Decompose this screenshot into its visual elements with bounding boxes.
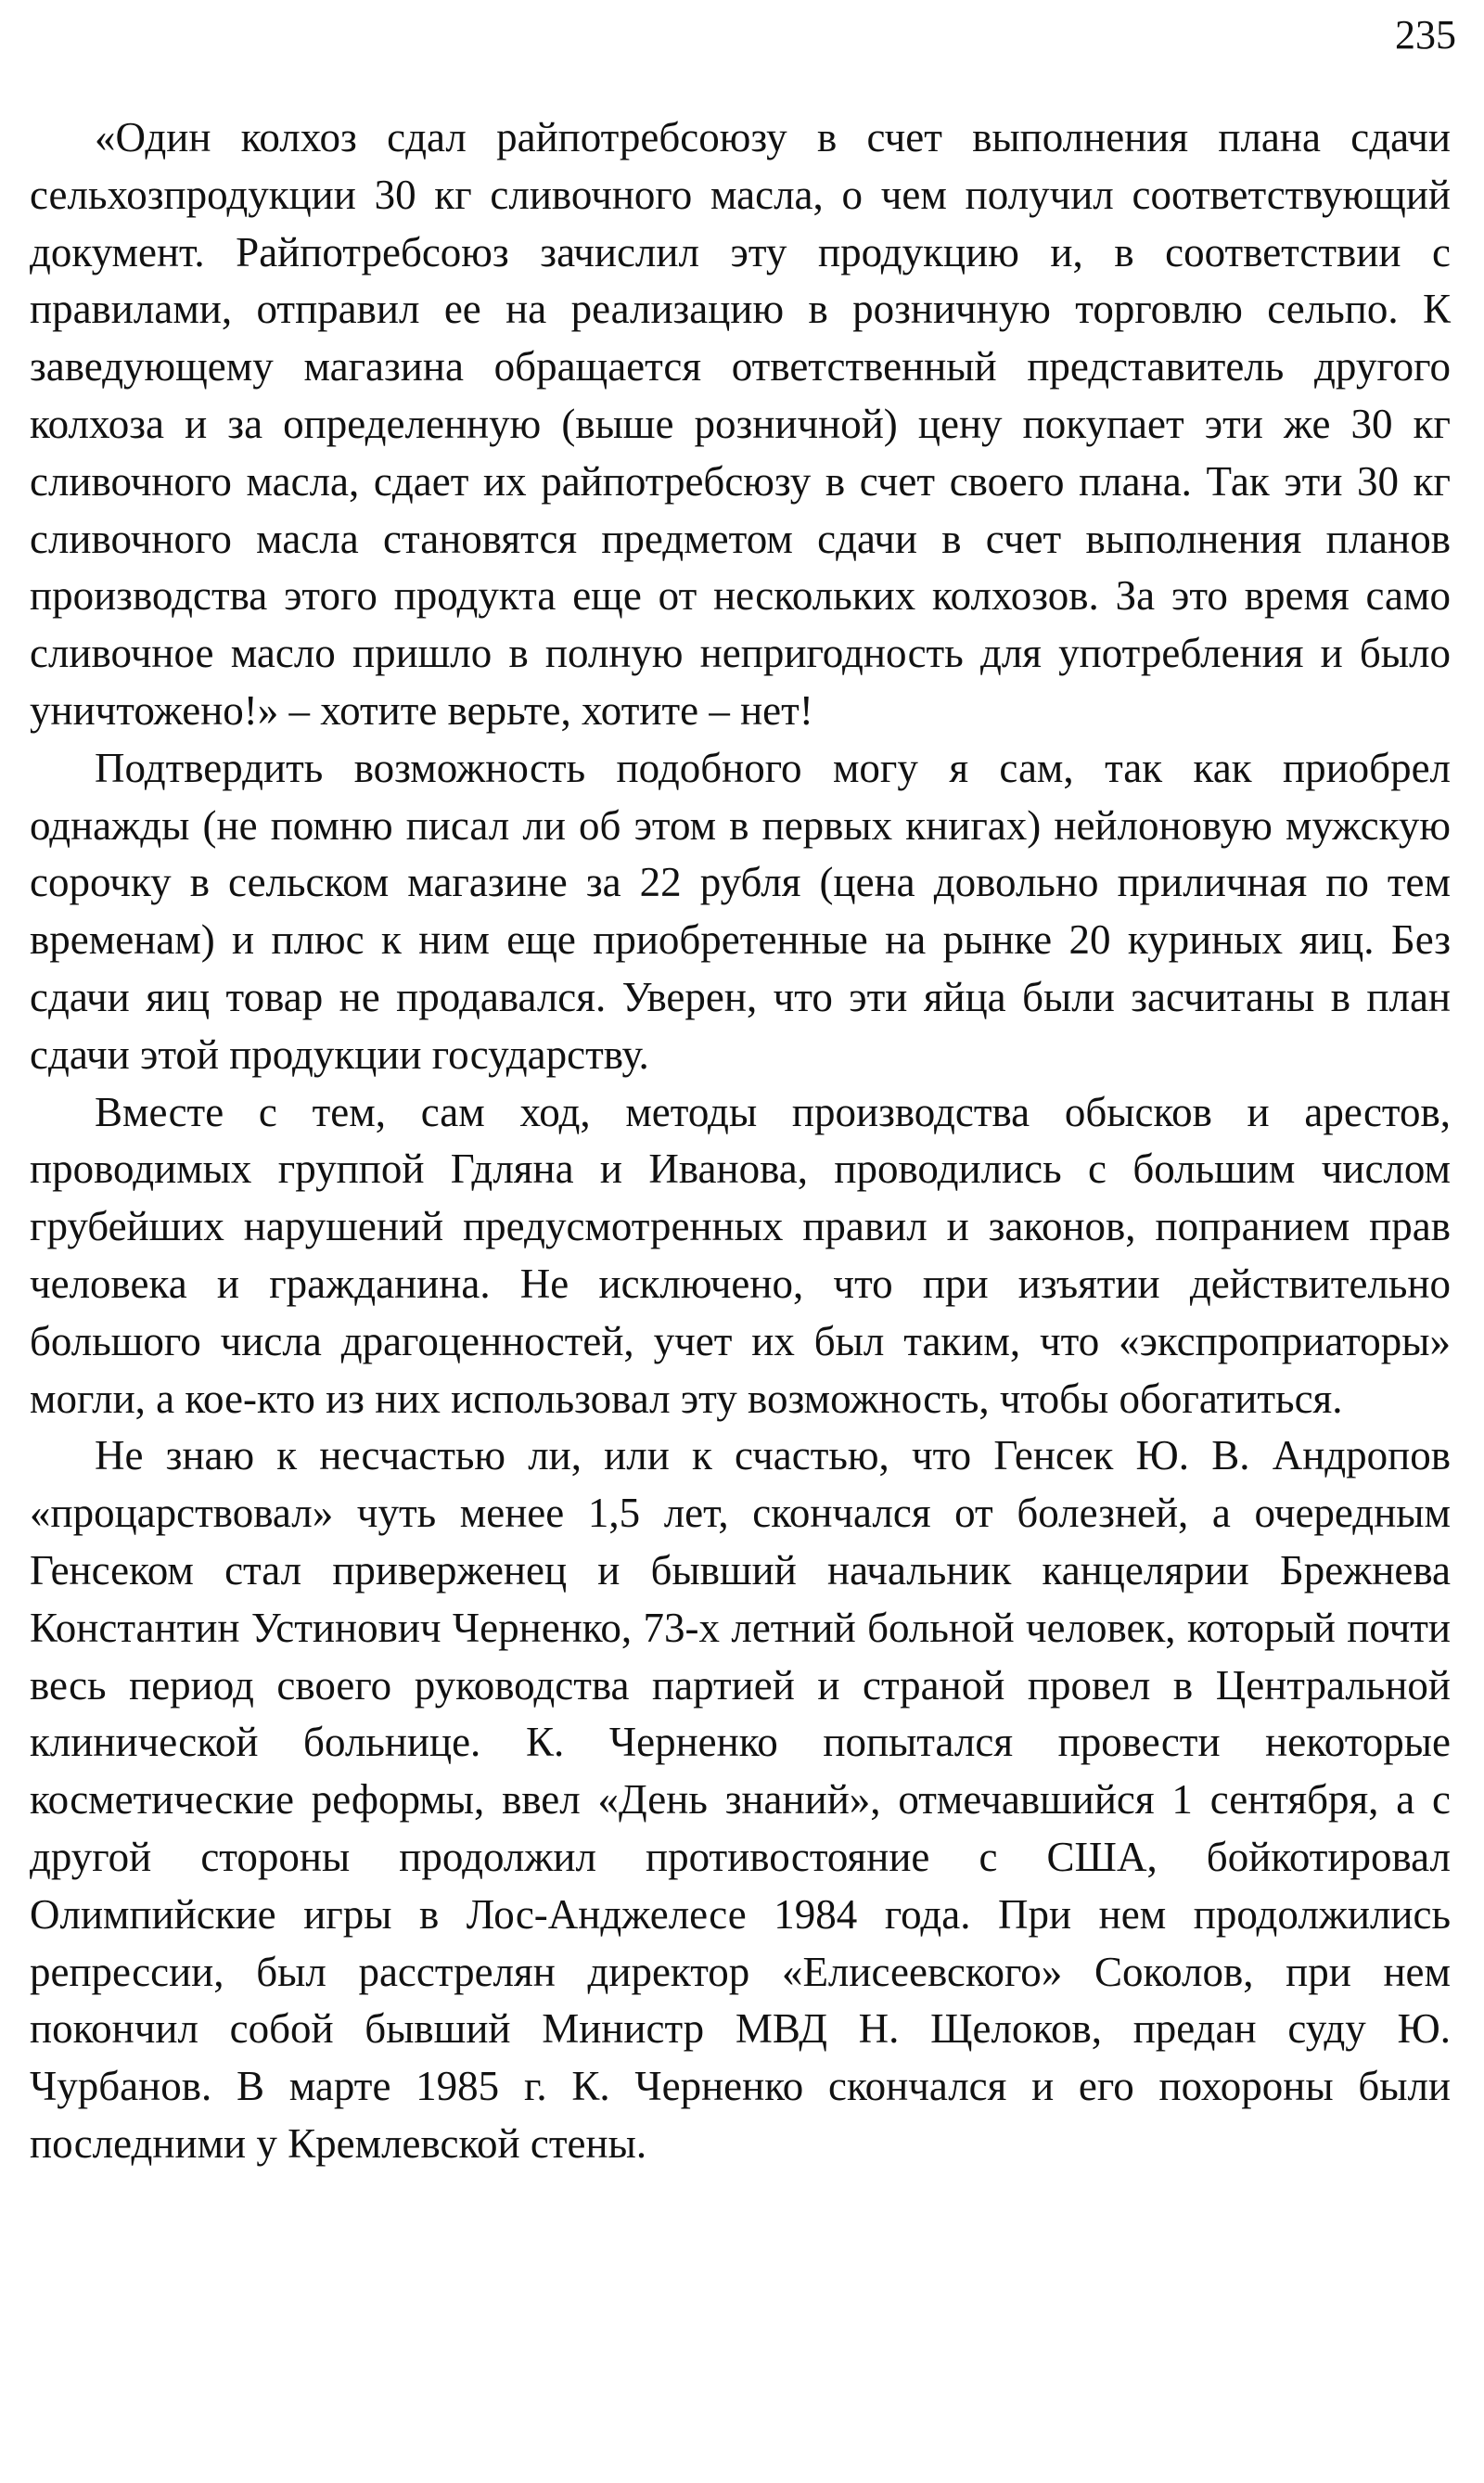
paragraph-2: Подтвердить возможность подобного могу я сам, так как приобрел однажды (не помню писал ли об этом в первых книгах) нейлоновую мужскую сорочку в сельском магазине за 22 рубля (цена довольно приличная по тем временам) и плюс к ним еще приобретенные на рынке 20 куриных яиц. Без сдачи яиц товар не продавался. Уверен, что эти яйца были засчитаны в план сдачи этой продукции государству. [30,744,1451,1078]
paragraph-3: Вместе с тем, сам ход, методы производства обысков и арестов, проводимых группой Гдляна и Иванова, проводились с большим числом грубейших нарушений предусмотренных правил и законов, попранием прав человека и гражданина. Не исключено, что при изъятии действительно большого числа драгоценностей, учет их был таким, что «экспроприаторы» могли, а кое-кто из них использовал эту возможность, чтобы обогатиться. [30,1088,1451,1422]
paragraph-4: Не знаю к несчастью ли, или к счастью, что Генсек Ю. В. Андропов «процарствовал» чуть менее 1,5 лет, скончался от болезней, а очередным Генсеком стал приверженец и бывший начальник канцелярии Брежнева Константин Устинович Черненко, 73-х летний больной человек, который почти весь период своего руководства партией и страной провел в Центральной клинической больнице. К. Черненко попытался провести некоторые косметические реформы, ввел «День знаний», отмечавшийся 1 сентября, а с другой стороны продолжил противостояние с США, бойкотировал Олимпийские игры в Лос-Анджелесе 1984 года. При нем продолжились репрессии, был расстрелян директор «Елисеевского» Соколов, при нем покончил собой бывший Министр МВД Н. Щелоков, предан суду Ю. Чурбанов. В марте 1985 г. К. Черненко скончался и его похороны были последними у Кремлевской стены. [30,1432,1451,2167]
page-number: 235 [1395,12,1456,58]
page-body-text [30,109,1451,2173]
paragraph-1: «Один колхоз сдал райпотребсоюзу в счет выполнения плана сдачи сельхозпродукции 30 кг сливочного масла, о чем получил соответствующий документ. Райпотребсоюз зачислил эту продукцию и, в соответствии с правилами, отправил ее на реализацию в розничную торговлю сельпо. К заведующему магазина обращается ответственный представитель другого колхоза и за определенную (выше розничной) цену покупает эти же 30 кг сливочного масла, сдает их райпотребсюзу в счет своего плана. Так эти 30 кг сливочного масла становятся предметом сдачи в счет выполнения планов производства этого продукта еще от нескольких колхозов. За это время само сливочное масло пришло в полную непригодность для употребления и было уничтожено!» – хотите верьте, хотите – нет! [30,114,1451,734]
